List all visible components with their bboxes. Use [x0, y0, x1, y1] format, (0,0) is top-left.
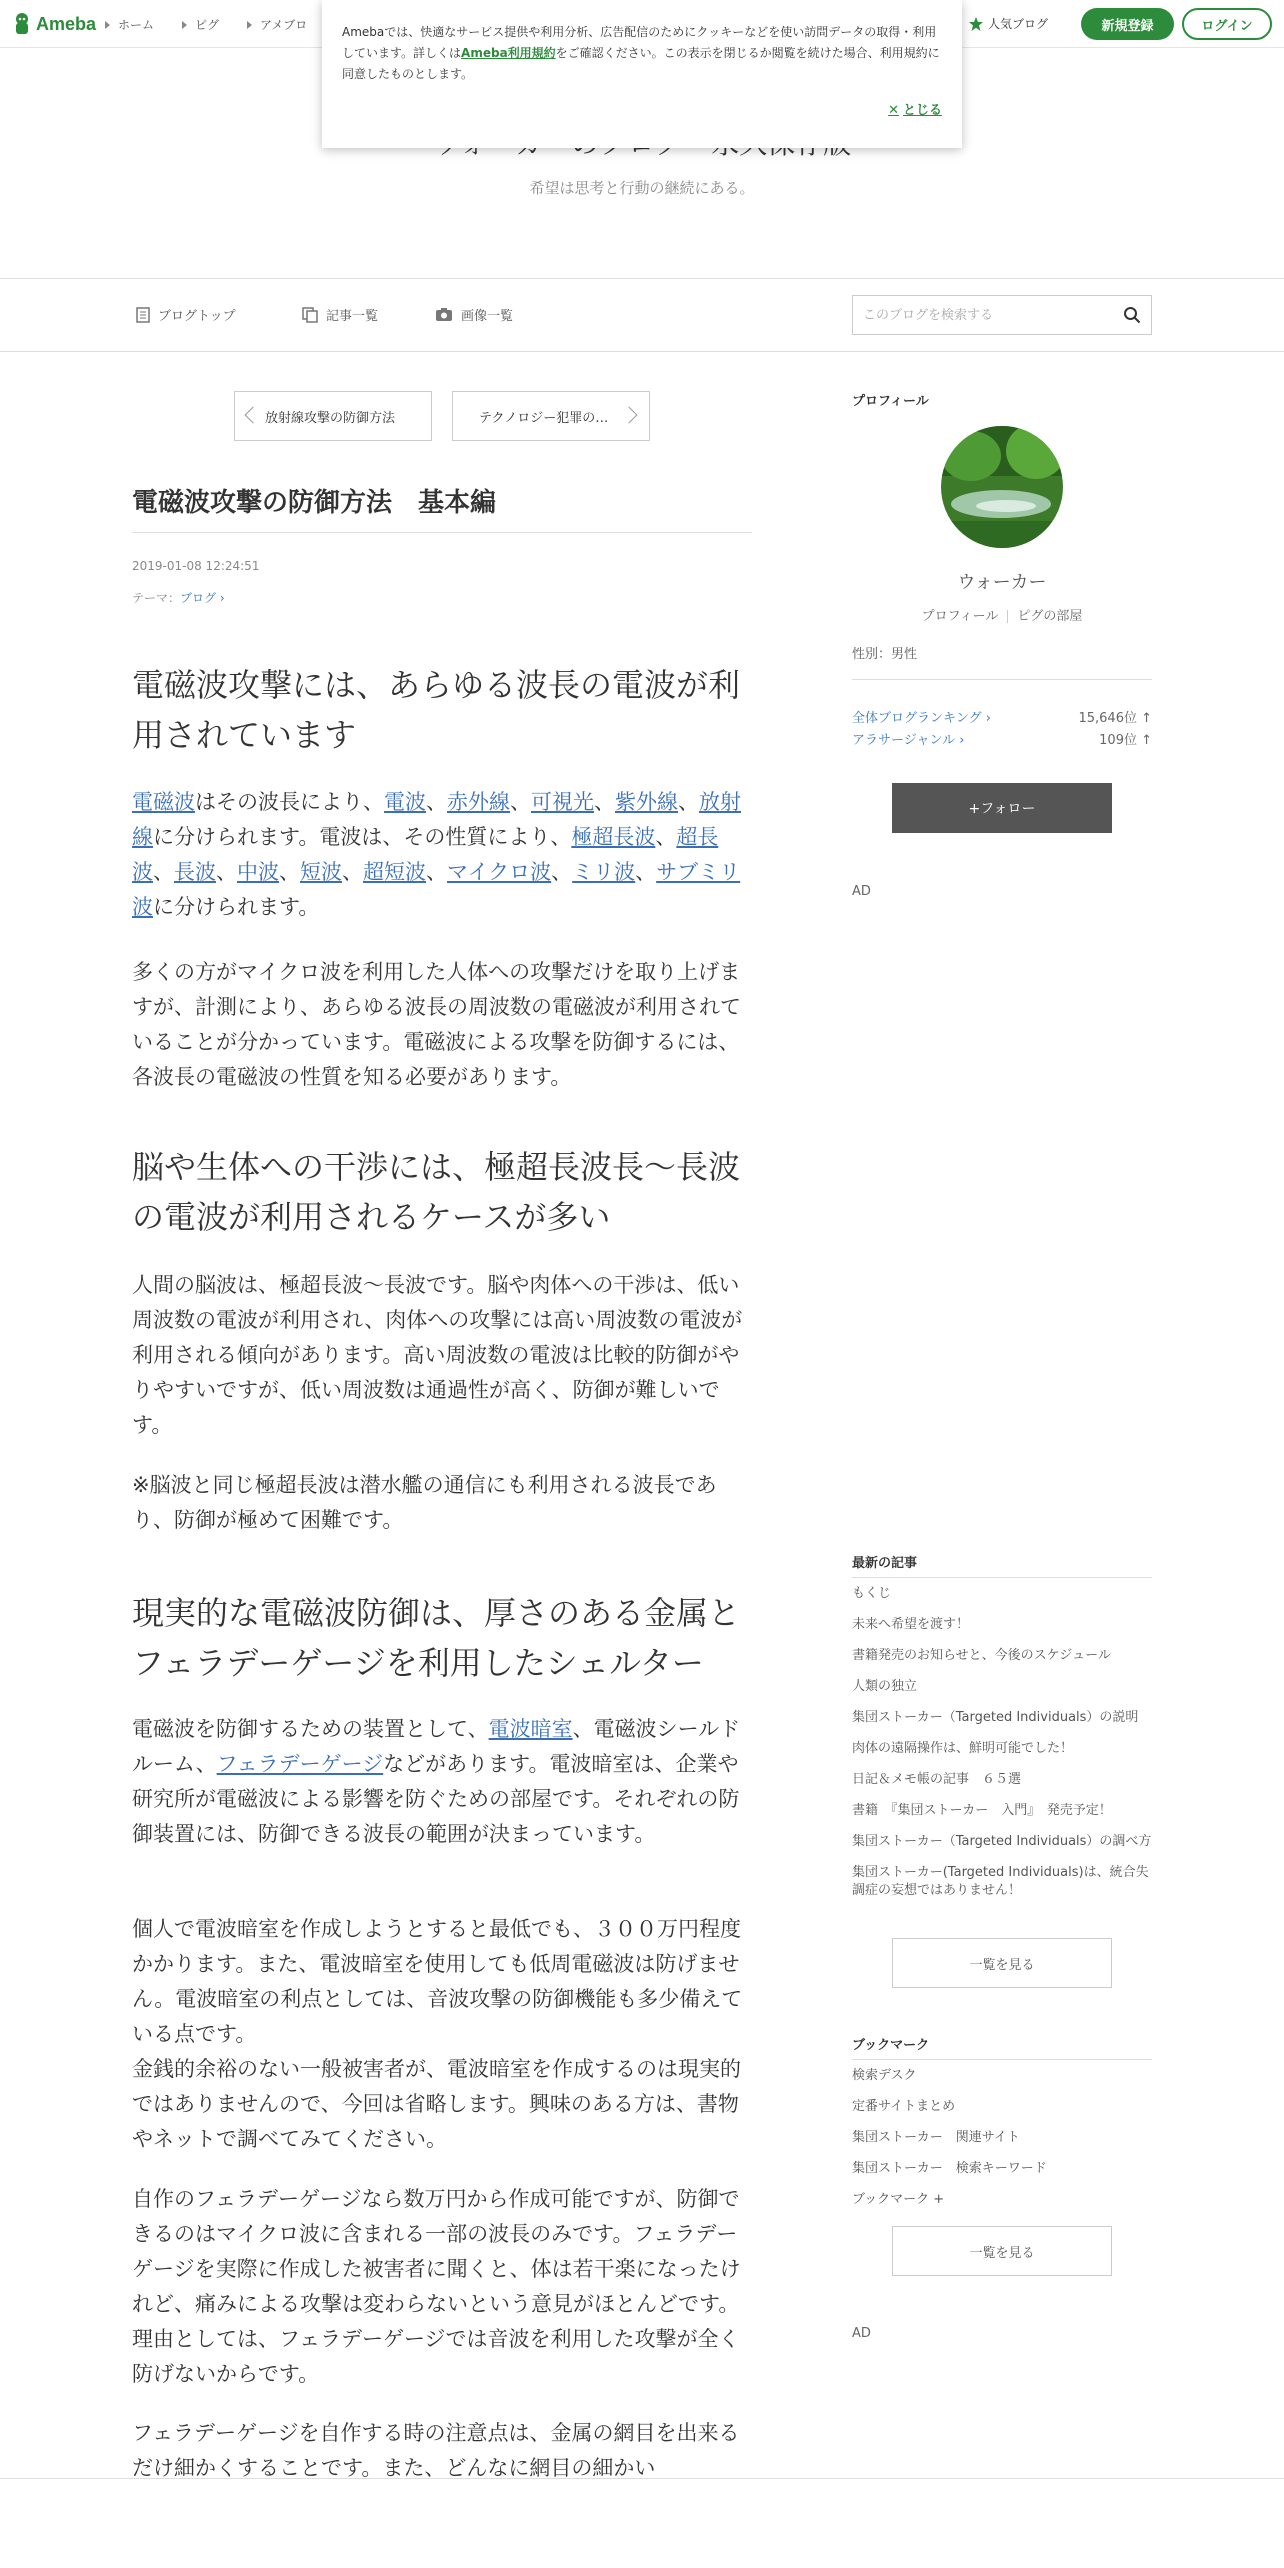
prev-entry-button[interactable] — [234, 391, 432, 441]
link-choutanpa[interactable]: 超短波 — [363, 860, 426, 884]
logo-text: Ameba — [36, 13, 97, 34]
profile-link[interactable]: プロフィール — [921, 609, 999, 624]
paragraph-text: 個人で電波暗室を作成しようとすると最低でも、３００万円程度かかります。また、電波暗室を使用しても低周電磁波は防げません。電波暗室の利点としては、音波攻撃の防御機能も多少備えている点です。 — [132, 1917, 743, 2046]
blog-search — [852, 295, 1152, 335]
recent-heading: 最新の記事 — [852, 1556, 918, 1571]
cookie-text-2: をご確認ください。この表示を閉じるか閲覧を続けた場合、利用規約に同意したものとします。 — [342, 46, 940, 81]
ameba-mascot-icon — [12, 12, 32, 36]
link-miriha[interactable]: ミリ波 — [572, 860, 636, 884]
prev-entry-label: 放射線攻撃の防御方法 — [265, 410, 396, 426]
recent-list — [852, 1585, 1152, 1913]
nav-blog-top[interactable] — [136, 305, 236, 324]
chevron-right-icon — [621, 407, 638, 424]
cookie-close-button[interactable] — [888, 100, 942, 121]
cookie-text: Amebaでは、快適なサービス提供や利用分析、広告配信のためにクッキーなどを使い訪問データの取得・利用しています。詳しくは — [342, 25, 937, 60]
nav-home[interactable] — [105, 16, 154, 33]
paragraph-text: 金銭的余裕のない一般被害者が、電波暗室を作成するのは現実的ではありませんので、今回は省略します。興味のある方は、書物やネットで調べてみてください。 — [132, 2057, 741, 2151]
ameba-logo[interactable] — [12, 12, 96, 36]
recent-item[interactable]: 書籍発売のお知らせと、今後のスケジュール — [852, 1648, 1111, 1663]
link-submiriha[interactable]: サブミリ波 — [132, 860, 741, 919]
global-nav — [105, 16, 307, 33]
popular-blog-link[interactable] — [968, 15, 1048, 32]
bookmark-item[interactable]: 定番サイトまとめ — [852, 2099, 956, 2114]
ranking-row — [852, 707, 1152, 726]
document-icon — [136, 307, 150, 323]
overall-ranking-link[interactable]: 全体ブログランキング › — [852, 711, 991, 726]
recent-item[interactable]: 人類の独立 — [852, 1679, 918, 1694]
link-chuuha[interactable]: 中波 — [237, 860, 279, 884]
paragraph-text: 多くの方がマイクロ波を利用した人体への攻撃だけを取り上げますが、計測により、あらゆる波長の周波数の電磁波が利用されていることが分かっています。電磁波による攻撃を防御するには、各波長の電磁波の性質を知る必要があります。 — [132, 960, 741, 1089]
link-denpa-anshitsu[interactable]: 電波暗室 — [488, 1717, 573, 1741]
paragraph — [132, 955, 752, 1095]
bookmark-add-link[interactable]: ブックマーク + — [852, 2192, 945, 2207]
nav-pigg-label: ピグ — [195, 18, 220, 32]
ad-label: AD — [852, 884, 871, 899]
nav-entry-list[interactable] — [302, 305, 378, 324]
bookmark-heading: ブックマーク — [852, 2038, 930, 2053]
star-icon — [968, 16, 984, 32]
link-denjiha[interactable]: 電磁波 — [132, 790, 195, 814]
article-body — [132, 660, 752, 760]
follow-button[interactable]: +フォロー — [892, 783, 1112, 833]
divider — [132, 532, 752, 533]
next-entry-label: テクノロジー犯罪の… — [479, 410, 609, 426]
ranking-label: 全体ブログランキング — [852, 711, 982, 726]
close-icon: ✕ — [888, 103, 899, 118]
copy-icon — [302, 307, 318, 323]
recent-item[interactable]: 日記＆メモ帳の記事 ６５選 — [852, 1772, 1022, 1787]
divider — [0, 2478, 1284, 2479]
separator — [1007, 610, 1008, 623]
text: 電磁波を防御するための装置として、 — [132, 1717, 489, 1741]
section-heading: 現実的な電磁波防御は、厚さのある金属とフェラデーゲージを利用したシェルター — [132, 1594, 741, 1682]
recent-item[interactable]: 肉体の遠隔操作は、鮮明可能でした！ — [852, 1741, 1074, 1756]
link-tanpa[interactable]: 短波 — [300, 860, 342, 884]
link-gokuchouha[interactable]: 極超長波 — [571, 825, 656, 849]
paragraph-text: フェラデーゲージを自作する時の注意点は、金属の網目を出来るだけ細かくすることです。また、どんなに網目の細かい — [132, 2421, 740, 2478]
recent-item[interactable]: 集団ストーカー（Targeted Individuals）の説明 — [852, 1710, 1139, 1725]
nav-image-list[interactable] — [435, 305, 513, 324]
text: などがあります。電波暗室は、企業や研究所が電磁波による影響を防ぐための部屋です。それぞれの防御装置には、防御できる波長の範囲が決まっています。 — [132, 1752, 740, 1846]
text: はその波長により、 — [195, 790, 384, 814]
genre-ranking-row — [852, 729, 1152, 748]
text: 、電磁波シールドルーム、 — [132, 1717, 741, 1776]
triangle-icon — [105, 21, 110, 29]
section-heading: 脳や生体への干渉には、極超長波長～長波の電波が利用されるケースが多い — [132, 1148, 741, 1236]
paragraph — [132, 2416, 752, 2478]
nav-image-list-label: 画像一覧 — [461, 309, 514, 324]
ad-label: AD — [852, 2326, 871, 2341]
pigg-room-link[interactable]: ピグの部屋 — [1017, 609, 1083, 624]
link-denpa[interactable]: 電波 — [384, 790, 426, 814]
camera-icon — [435, 307, 453, 322]
recent-item[interactable]: 集団ストーカー(Targeted Individuals)は、統合失調症の妄想ではありません！ — [852, 1865, 1149, 1898]
profile-heading: プロフィール — [852, 394, 929, 409]
avatar-image — [941, 426, 1063, 548]
nav-ameblo-label: アメブロ — [260, 18, 308, 32]
paragraph-text: 人間の脳波は、極超長波～長波です。脳や肉体への干渉は、低い周波数の電波が利用され、肉体への攻撃には高い周波数の電波が利用される傾向があります。高い周波数の電波は比較的防御がやりやすいですが、低い周波数は通過性が高く、防御が難しいです。 — [132, 1273, 743, 1437]
paragraph — [132, 2182, 752, 2392]
section — [132, 1142, 752, 1242]
nav-home-label: ホーム — [118, 18, 155, 32]
paragraph — [132, 1468, 752, 1538]
cookie-banner — [322, 0, 962, 148]
nav-blog-top-label: ブログトップ — [158, 309, 236, 324]
section — [132, 1588, 752, 1688]
recent-item[interactable]: 書籍 『集団ストーカー 入門』 発売予定！ — [852, 1803, 1112, 1818]
avatar[interactable] — [941, 426, 1063, 548]
section-heading: 電磁波攻撃には、あらゆる波長の電波が利用されています — [132, 666, 741, 754]
chevron-left-icon — [245, 407, 262, 424]
recent-item[interactable]: 未来へ希望を渡す！ — [852, 1617, 970, 1632]
genre-value: 109位 ↑ — [1099, 733, 1152, 748]
link-chouha[interactable]: 長波 — [174, 860, 216, 884]
profile-links — [852, 605, 1152, 624]
link-hoshasen[interactable]: 放射線 — [132, 790, 741, 849]
paragraph-text: ※脳波と同じ極超長波は潜水艦の通信にも利用される波長であり、防御が極めて困難です。 — [132, 1473, 717, 1532]
paragraph — [132, 1912, 752, 2157]
profile-name[interactable]: ウォーカー — [957, 572, 1047, 593]
divider — [852, 679, 1152, 680]
article-theme — [132, 589, 225, 606]
bookmark-item[interactable]: 集団ストーカー 検索キーワード — [852, 2161, 1047, 2176]
recent-item[interactable]: 集団ストーカー（Targeted Individuals）の調べ方 — [852, 1834, 1152, 1849]
paragraph — [132, 1712, 752, 1852]
paragraph-text: 電磁波はその波長により、電波、赤外線、可視光、紫外線、放射線に分けられます。電波は、その性質により、極超長波、超長波、長波、中波、短波、超短波、マイクロ波、ミリ波、サブミリ波に分けられます。 — [132, 790, 741, 919]
text: に分けられます。電波は、その性質により、 — [153, 825, 572, 849]
nav-ameblo[interactable] — [247, 16, 307, 33]
genre-label: アラサージャンル — [852, 733, 956, 748]
login-button[interactable]: ログイン — [1182, 8, 1272, 40]
paragraph-text: 自作のフェラデーゲージなら数万円から作成可能ですが、防御できるのはマイクロ波に含まれる一部の波長のみです。フェラデーゲージを実際に作成した被害者に聞くと、体は若干楽になったけれど、痛みによる攻撃は変わらないという意見がほとんどです。理由としては、フェラデーゲージでは音波を利用した攻撃が全く防げないからです。 — [132, 2187, 741, 2386]
triangle-icon — [182, 21, 187, 29]
link-kashiko[interactable]: 可視光 — [531, 790, 594, 814]
theme-prefix: テーマ： — [132, 591, 181, 605]
bookmark-list — [852, 2067, 1152, 2222]
divider — [852, 2059, 1152, 2060]
theme-link[interactable]: ブログ › — [180, 591, 225, 605]
paragraph — [132, 1268, 752, 1443]
nav-pigg[interactable] — [182, 16, 219, 33]
link-faraday-cage[interactable]: フェラデーゲージ — [216, 1752, 384, 1776]
search-icon[interactable] — [1123, 306, 1141, 324]
blog-nav — [0, 278, 1284, 352]
link-sekigaisen[interactable]: 赤外線 — [447, 790, 510, 814]
blog-description: 希望は思考と行動の継続にある。 — [529, 179, 755, 197]
divider — [852, 1577, 1152, 1578]
bookmark-item[interactable]: 検索デスク — [852, 2068, 917, 2083]
text: に分けられます。 — [153, 895, 320, 919]
bookmark-more-button[interactable]: 一覧を見る — [892, 2226, 1112, 2276]
article-title: 電磁波攻撃の防御方法 基本編 — [132, 488, 497, 518]
paragraph-text — [132, 1712, 752, 1852]
link-shigaisen[interactable]: 紫外線 — [615, 790, 678, 814]
register-button[interactable]: 新規登録 — [1081, 8, 1174, 40]
recent-item[interactable]: もくじ — [852, 1586, 892, 1601]
article-date: 2019-01-08 12:24:51 — [132, 559, 260, 573]
cookie-close-label: とじる — [902, 103, 942, 118]
next-entry-button[interactable] — [452, 391, 650, 441]
paragraph — [132, 785, 752, 925]
link-chouchouha[interactable]: 超長波 — [132, 825, 719, 884]
blog-search-input[interactable] — [863, 308, 1123, 323]
theme-label: ブログ — [180, 591, 217, 605]
bookmark-item[interactable]: 集団ストーカー 関連サイト — [852, 2130, 1020, 2145]
terms-link[interactable]: Ameba利用規約 — [461, 46, 556, 60]
link-microwave[interactable]: マイクロ波 — [447, 860, 552, 884]
profile-gender: 性別：男性 — [852, 647, 918, 662]
genre-ranking-link[interactable]: アラサージャンル › — [852, 733, 965, 748]
recent-more-button[interactable]: 一覧を見る — [892, 1938, 1112, 1988]
popular-blog-label: 人気ブログ — [988, 17, 1049, 31]
nav-entry-list-label: 記事一覧 — [326, 309, 379, 324]
triangle-icon — [247, 21, 252, 29]
ranking-value: 15,646位 ↑ — [1078, 711, 1152, 726]
